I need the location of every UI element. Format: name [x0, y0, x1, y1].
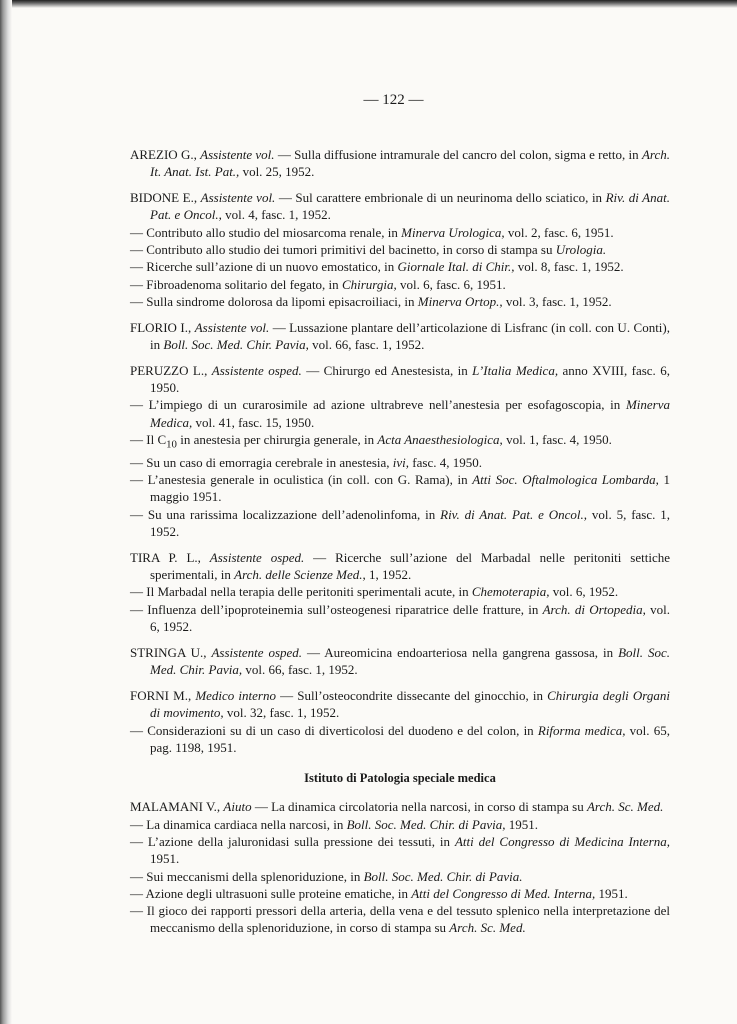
citation-text: vol. 6, fasc. 6, 1951. [396, 276, 506, 292]
citation-text: vol. 6, 1952. [549, 584, 619, 600]
bibliography-entry [130, 583, 670, 600]
bibliography-entry [130, 396, 670, 431]
citation-text: — Aureomicina endoarteriosa nella gangrena gassosa, in [302, 644, 619, 660]
citation-text: — La dinamica circolatoria nella narcosi, in corso di stampa su [251, 799, 587, 815]
citation-text: vol. 66, fasc. 1, 1952. [242, 662, 358, 678]
citation-italic: Boll. Soc. Med. Chir. Pavia, [163, 336, 309, 352]
citation-text: vol. 25, 1952. [239, 164, 315, 180]
scan-top-edge [0, 0, 737, 8]
bibliography-entry [130, 868, 670, 885]
citation-text: — Sul carattere embrionale di un neurinoma dello sciatico, in [275, 190, 606, 206]
bibliography-entry [130, 431, 670, 454]
citation-italic: ivi, [392, 454, 410, 470]
citation-italic: Chirurgia, [341, 276, 397, 292]
citation-italic: Giornale Ital. di Chir., [397, 259, 515, 275]
citation-italic: Chemoterapia, [471, 584, 550, 600]
citation-italic: Assistente osped. [209, 549, 305, 565]
citation-text: — Ricerche sull’azione del Marbadal nelle peritoniti settiche sperimentali, in [150, 549, 671, 583]
citation-text: — Considerazioni su di un caso di diverticolosi del duodeno e del colon, in [130, 722, 538, 738]
bibliography-entry [130, 549, 670, 584]
bibliography-list [130, 146, 670, 945]
citation-text: vol. 4, fasc. 1, 1952. [221, 207, 331, 223]
citation-text: vol. 65, pag. 1198, 1951. [150, 722, 670, 755]
citation-text: — Sui meccanismi della splenoriduzione, in [130, 868, 364, 884]
citation-italic: Aiuto [223, 799, 252, 815]
citation-text: — L’azione della jaluronidasi sulla pressione dei tessuti, in [130, 833, 455, 849]
citation-text: FORNI M., [130, 687, 196, 703]
citation-italic: Urologia. [555, 241, 607, 257]
citation-text: vol. 41, fasc. 15, 1950. [192, 414, 315, 430]
bibliography-entry [130, 902, 670, 937]
citation-text: vol. 32, fasc. 1, 1952. [223, 705, 340, 721]
citation-text: MALAMANI V., [130, 799, 224, 815]
citation-text: BIDONE E., [130, 190, 201, 206]
citation-text: — Sulla sindrome dolorosa da lipomi episacroiliaci, in [130, 293, 418, 309]
citation-italic: Assistente osped. [211, 644, 303, 660]
citation-text: — Chirurgo ed Anestesista, in [301, 362, 473, 378]
bibliography-entry [130, 454, 670, 471]
bibliography-entry [130, 319, 670, 354]
citation-italic: Atti del Congresso di Med. Interna, [411, 885, 596, 901]
citation-text: — Sulla diffusione intramurale del cancro del colon, sigma e retto, in [274, 147, 642, 162]
citation-italic: Assistente vol. [200, 147, 275, 162]
citation-italic: Arch. Sc. Med. [449, 920, 526, 936]
bibliography-entry [130, 293, 670, 310]
citation-text: — L’anestesia generale in oculistica (in coll. con G. Rama), in [130, 472, 473, 488]
citation-text: — Su una rarissima localizzazione dell’adenolinfoma, in [130, 506, 441, 522]
citation-text: FLORIO I., [130, 319, 195, 335]
citation-text: — La dinamica cardiaca nella narcosi, in [130, 816, 347, 832]
citation-italic: Arch. Sc. Med. [586, 799, 664, 815]
citation-text: PERUZZO L., [130, 362, 212, 378]
bibliography-entry [130, 644, 670, 679]
scan-binding-edge [0, 0, 12, 1024]
bibliography-entry [130, 798, 670, 815]
bibliography-entry [130, 722, 670, 757]
citation-text: vol. 5, fasc. 1, 1952. [150, 506, 670, 540]
bibliography-entry [130, 506, 670, 541]
citation-italic: Chirurgia degli Organi di movimento, [150, 687, 670, 721]
bibliography-entry [130, 258, 670, 275]
bibliography-entry [130, 885, 670, 902]
citation-text: 1 maggio 1951. [150, 472, 670, 505]
citation-italic: Minerva Urologica, [401, 224, 505, 240]
bibliography-entry [130, 224, 670, 241]
bibliography-entry [130, 471, 670, 506]
bibliography-entry [130, 276, 670, 293]
citation-text: — Il Marbadal nella terapia delle peritoniti sperimentali acute, in [130, 584, 472, 600]
bibliography-entry [130, 601, 670, 636]
citation-text: 1951. [150, 851, 180, 867]
citation-text: — Su un caso di emorragia cerebrale in anestesia, [130, 454, 393, 470]
bibliography-entry [130, 833, 670, 868]
citation-text: 1, 1952. [365, 567, 412, 583]
citation-italic: L’Italia Medica, [472, 362, 559, 378]
citation-italic: Minerva Medica, [150, 397, 670, 430]
citation-text: AREZIO G., [130, 147, 201, 162]
bibliography-entry [130, 189, 670, 224]
citation-text: — Fibroadenoma solitario del fegato, in [130, 276, 342, 292]
citation-italic: Boll. Soc. Med. Chir. di Pavia, [346, 816, 506, 832]
author-group [130, 644, 670, 679]
citation-text: — Sull’osteocondrite dissecante del ginocchio, in [276, 687, 548, 703]
citation-italic: Arch. It. Anat. Ist. Pat., [150, 147, 670, 180]
author-group [130, 362, 670, 541]
citation-text: vol. 2, fasc. 6, 1951. [504, 224, 614, 240]
citation-text: anno XVIII, fasc. 6, 1950. [150, 362, 670, 396]
author-group [130, 189, 670, 310]
citation-text: vol. 8, fasc. 1, 1952. [514, 259, 624, 275]
author-group [130, 146, 670, 181]
citation-italic: Riv. di Anat. Pat. e Oncol., [150, 190, 670, 223]
citation-text: 1951. [505, 816, 538, 832]
citation-text: — Ricerche sull’azione di un nuovo emostatico, in [130, 259, 398, 275]
citation-text: — Il C [130, 431, 167, 447]
citation-italic: Arch. di Ortopedia, [542, 601, 646, 617]
citation-text: TIRA P. L., [130, 549, 210, 565]
author-group [130, 798, 670, 936]
citation-italic: Atti del Congresso di Medicina Interna, [454, 833, 670, 849]
citation-text: — Influenza dell’ipoproteinemia sull’osteogenesi riparatrice delle fratture, in [130, 601, 543, 617]
citation-text: vol. 3, fasc. 1, 1952. [502, 293, 612, 309]
citation-text: — Contributo allo studio dei tumori primitivi del bacinetto, in corso di stampa su [130, 241, 556, 257]
citation-text: — L’impiego di un curarosimile ad azione ultrabreve nell’anestesia per esofagoscopia, in [130, 397, 626, 413]
citation-text: fasc. 4, 1950. [409, 454, 482, 470]
bibliography-entry [130, 146, 670, 181]
citation-italic: Assistente osped. [211, 362, 302, 378]
citation-italic: Riforma medica, [537, 722, 626, 738]
citation-text: — Il gioco dei rapporti pressori della arteria, della vena e del tessuto splenico nella interpretazione del meccanismo della splenoriduzione, in corso di stampa su [130, 903, 670, 936]
author-group [130, 549, 670, 635]
citation-text: in anestesia per chirurgia generale, in [176, 431, 378, 447]
bibliography-entry [130, 362, 670, 397]
citation-text: vol. 66, fasc. 1, 1952. [308, 336, 425, 352]
citation-text: — Azione degli ultrasuoni sulle proteine ematiche, in [130, 885, 412, 901]
citation-italic: Minerva Ortop., [417, 293, 503, 309]
citation-text: — Contributo allo studio del miosarcoma renale, in [130, 224, 402, 240]
citation-italic: Boll. Soc. Med. Chir. Pavia, [150, 644, 670, 678]
citation-italic: Acta Anaesthesiologica, [377, 431, 503, 447]
bibliography-entry [130, 816, 670, 833]
citation-italic: Atti Soc. Oftalmologica Lombarda, [472, 472, 659, 488]
section-heading: Istituto di Patologia speciale medica [304, 771, 496, 786]
citation-italic: Riv. di Anat. Pat. e Oncol., [440, 506, 588, 522]
citation-italic: Medico interno [195, 687, 276, 703]
bibliography-entry [130, 241, 670, 258]
page-number: — 122 — [363, 92, 424, 108]
citation-italic: Arch. delle Scienze Med., [234, 567, 366, 583]
author-group [130, 687, 670, 756]
bibliography-entry [130, 687, 670, 722]
citation-text: 10 [166, 438, 177, 451]
author-group [130, 319, 670, 354]
citation-text: vol. 1, fasc. 4, 1950. [502, 431, 612, 447]
citation-text: vol. 6, 1952. [150, 601, 670, 635]
citation-text: STRINGA U., [130, 644, 212, 660]
citation-text: — Lussazione plantare dell’articolazione di Lisfranc (in coll. con U. Conti), in [150, 319, 670, 352]
citation-italic: Boll. Soc. Med. Chir. di Pavia. [363, 868, 523, 884]
citation-italic: Assistente vol. [194, 319, 270, 335]
citation-italic: Assistente vol. [200, 190, 276, 206]
citation-text: 1951. [595, 885, 628, 901]
